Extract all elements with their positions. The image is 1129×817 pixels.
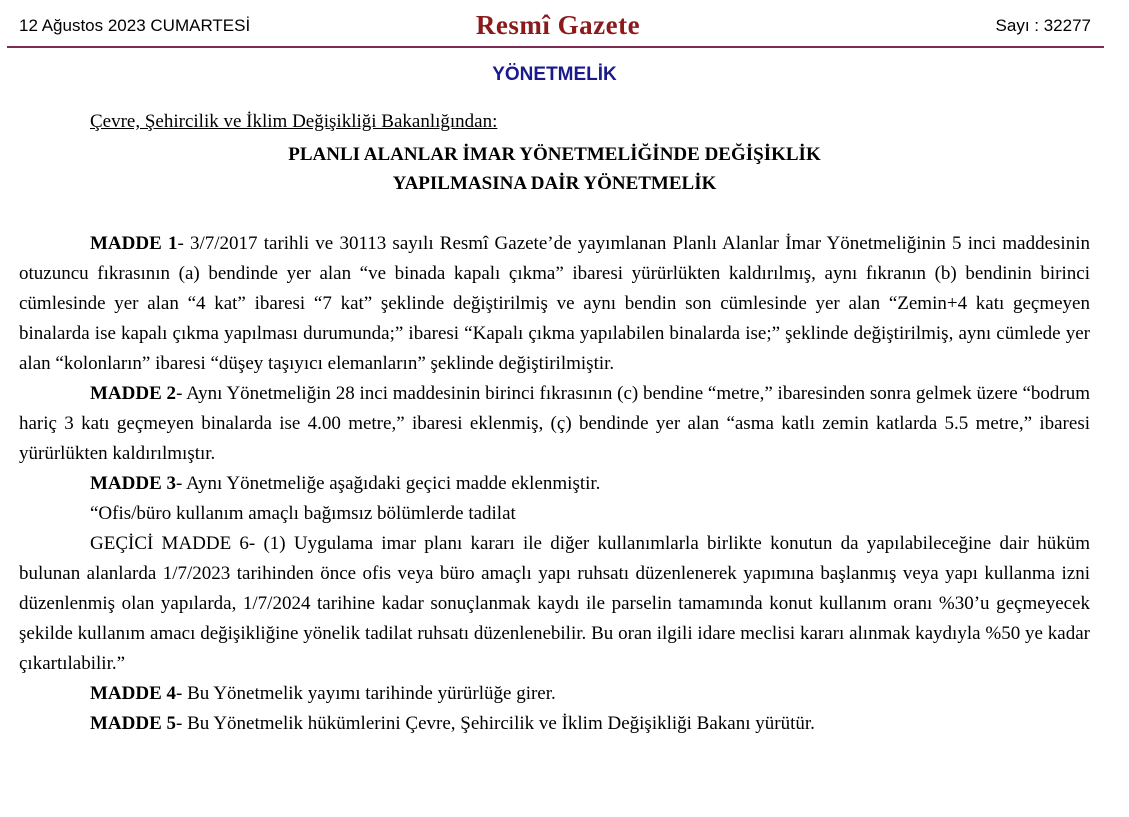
header-divider [7,46,1104,48]
article-text: - 3/7/2017 tarihli ve 30113 sayılı Resmî Gazete’de yayımlanan Planlı Alanlar İmar Yönetmeliğinin 5 inci maddesinin otuzuncu fıkrasının (a) bendinde yer alan “ve binada kapalı çıkma” ibaresi yürürlükten kaldırılmış, aynı fıkranın (b) bendinin birinci cümlesinde yer alan “4 kat” ibaresi “7 kat” şeklinde değiştirilmiş ve aynı bendin son cümlesinde yer alan “Zemin+4 katı geçmeyen binalarda ise kapalı çıkma yapılması durumunda;” ibaresi “Kapalı çıkma yapılabilen binalarda ise;” şeklinde değiştirilmiş, aynı cümlede yer alan “kolonların” ibaresi “düşey taşıyıcı elemanların” şeklinde değiştirilmiştir. [19,233,1090,374]
regulation-body [19,229,1090,739]
gazette-title: Resmî Gazete [475,10,641,40]
regulation-title-line-1: PLANLI ALANLAR İMAR YÖNETMELİĞİNDE DEĞİŞİKLİK [288,144,821,165]
article-label: MADDE 3 [90,473,177,494]
article-5 [19,709,1090,739]
issue-number: Sayı : 32277 [995,16,1091,35]
article-text: - Bu Yönetmelik hükümlerini Çevre, Şehircilik ve İklim Değişikliği Bakanı yürütür. [176,713,815,734]
article-3 [19,469,1090,499]
article-text: - Bu Yönetmelik yayımı tarihinde yürürlüğe girer. [176,683,556,704]
gazette-header [0,0,1129,48]
regulation-title [0,140,1109,198]
article-label: MADDE 2 [90,383,177,404]
regulation-title-line-2: YAPILMASINA DAİR YÖNETMELİK [392,173,717,194]
ministry-name: Çevre, Şehircilik ve İklim Değişikliği Bakanlığından: [90,111,498,132]
provisional-heading: “Ofis/büro kullanım amaçlı bağımsız bölümlerde tadilat [90,503,516,524]
article-4 [19,679,1090,709]
article-label: MADDE 4 [90,683,177,704]
article-label: MADDE 5 [90,713,177,734]
issue-date: 12 Ağustos 2023 CUMARTESİ [19,16,251,35]
article-1 [19,229,1090,379]
article-text: - Aynı Yönetmeliğin 28 inci maddesinin birinci fıkrasının (c) bendine “metre,” ibaresinden sonra gelmek üzere “bodrum hariç 3 katı geçmeyen binalarda ise 4.00 metre,” ibaresi eklenmiş, (ç) bendinde yer alan “asma katlı zemin katlarda 5.5 metre,” ibaresi yürürlükten kaldırılmıştır. [19,383,1091,464]
article-label: MADDE 1 [90,233,178,254]
provisional-article: GEÇİCİ MADDE 6- (1) Uygulama imar planı kararı ile diğer kullanımlarla birlikte konutun da yapılabileceğine dair hüküm bulunan alanlarda 1/7/2023 tarihinden önce ofis veya büro amaçlı yapı ruhsatı düzenlenerek yapımına başlanmış veya yapı kullanma izni düzenlenmiş olan yapılarda, 1/7/2024 tarihine kadar sonuçlanmak kaydı ile parselin tamamında konut kullanım oranı %30’u geçmeyecek şekilde kullanım amacı değişikliğine yönelik tadilat ruhsatı düzenlenebilir. Bu oran ilgili idare meclisi kararı alınmak kaydıyla %50 ye kadar çıkartılabilir.” [19,533,1090,674]
article-2 [19,379,1090,469]
section-heading: YÖNETMELİK [492,64,617,85]
article-text: - Aynı Yönetmeliğe aşağıdaki geçici madde eklenmiştir. [176,473,601,494]
